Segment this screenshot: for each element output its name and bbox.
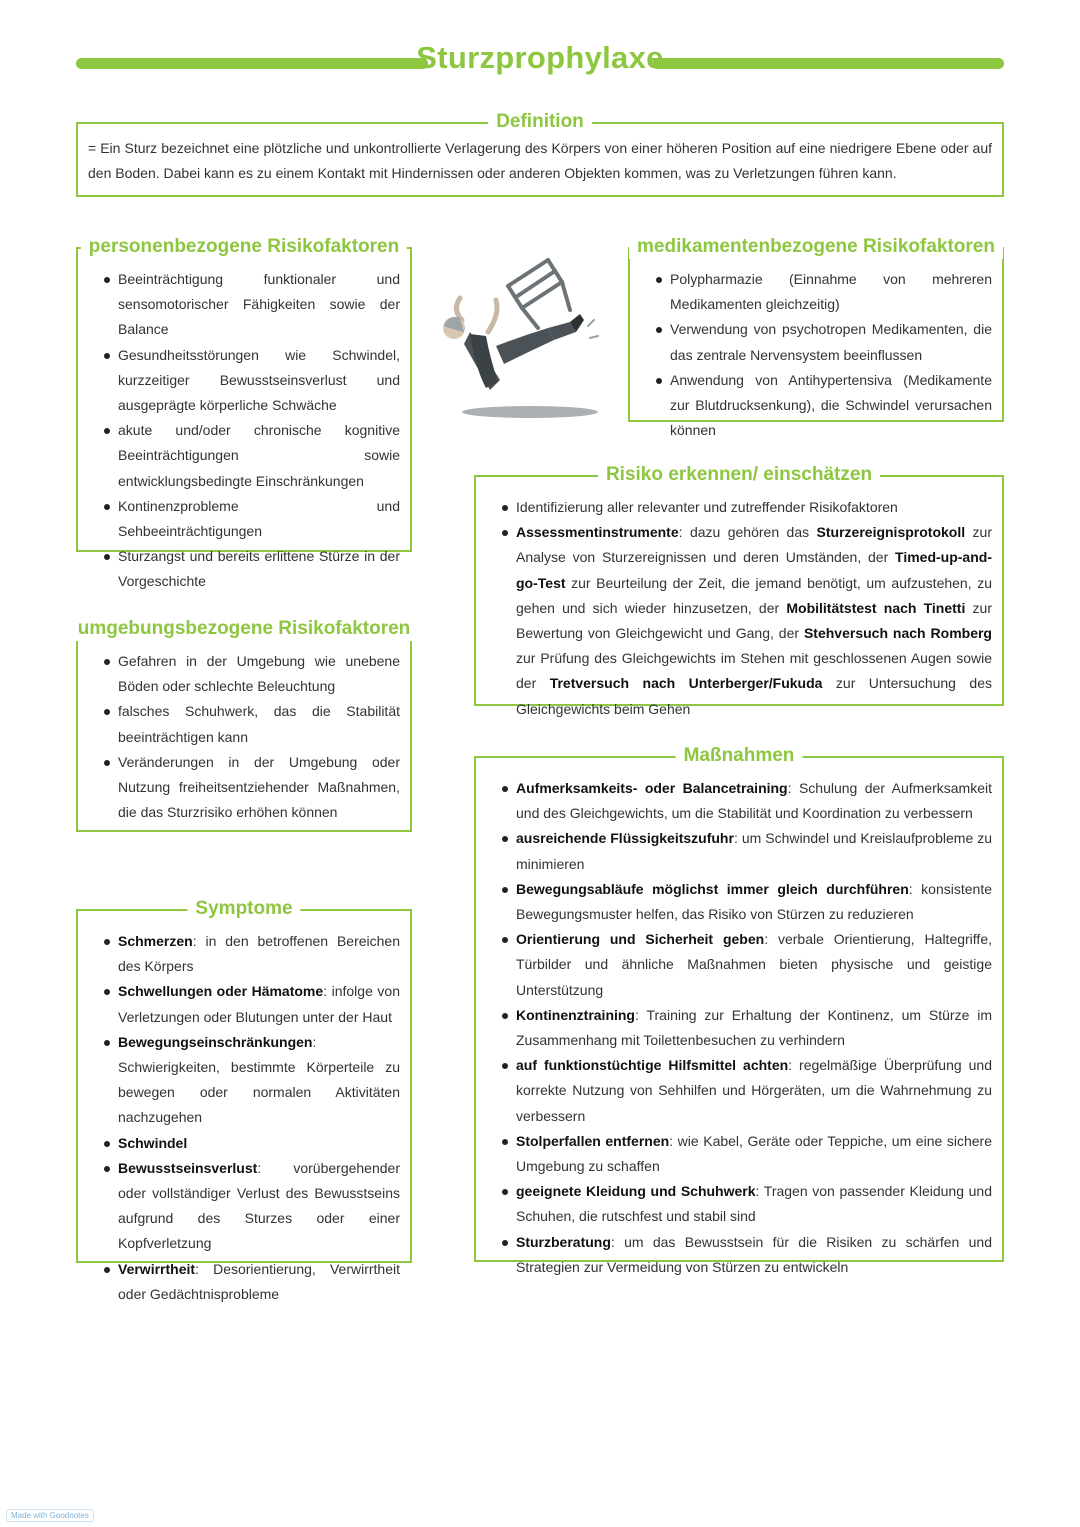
list-item: Kontinenzprobleme und Sehbeeinträchtigungen <box>90 494 400 544</box>
list-item: Polypharmazie (Einnahme von mehreren Medikamenten gleichzeitig) <box>642 267 992 317</box>
environment-risk-list <box>78 631 410 825</box>
term: Timed-up-and-go-Test <box>516 549 992 591</box>
term: Bewusstseinsverlust <box>118 1159 258 1176</box>
medication-risk-list <box>630 249 1002 443</box>
list-item: Aufmerksamkeits- oder Balancetraining: Schulung der Aufmerksamkeit und des Gleichgewichts, um die Stabilität und Koordination zu verbessern <box>488 776 992 826</box>
term: Schwindel <box>118 1134 188 1151</box>
definition-text: = Ein Sturz bezeichnet eine plötzliche und unkontrollierte Verlagerung des Körpers von einer höheren Position auf eine niedrigere Ebene oder auf den Boden. Dabei kann es zu einem Kontakt mit Hindernissen oder anderen Objekten kommen, was zu Verletzungen führen kann. <box>88 140 992 181</box>
list-item: Verwirrtheit: Desorientierung, Verwirrtheit oder Gedächtnisprobleme <box>90 1257 400 1307</box>
floor-shadow <box>462 406 598 418</box>
list-item: ausreichende Flüssigkeitszufuhr: um Schwindel und Kreislaufprobleme zu minimieren <box>488 826 992 876</box>
list-item: Assessmentinstrumente: dazu gehören das Sturzereignisprotokoll zur Analyse von Sturzereignissen und deren Umständen, der Timed-up-and-go-Test zur Beurteilung der Zeit, die jemand benötigt, um aufzustehen, zu gehen und sich wieder hinzusetzen, der Mobilitätstest nach Tinetti zur Bewertung von Gleichgewicht und Gang, der Stehversuch nach Romberg zur Prüfung des Gleichgewichts im Stehen mit geschlossenen Augen sowie der Tretversuch nach Unterberger/Fukuda zur Untersuchung des Gleichgewichts beim Gehen <box>488 520 992 722</box>
person-icon <box>443 298 584 390</box>
risk-assessment-box <box>474 464 1004 717</box>
list-item: Gesundheitsstörungen wie Schwindel, kurzzeitiger Bewusstseinsverlust und ausgeprägte körperliche Schwäche <box>90 343 400 419</box>
list-item: Bewegungseinschränkungen: Schwierigkeiten, bestimmte Körperteile zu bewegen oder normalen Aktivitäten nachzugehen <box>90 1030 400 1131</box>
list-item: Schwellungen oder Hämatome: infolge von Verletzungen oder Blutungen unter der Haut <box>90 979 400 1029</box>
measures-box <box>474 745 1004 1275</box>
term: Schwellungen oder Hämatome <box>118 983 324 1000</box>
list-item: Veränderungen in der Umgebung oder Nutzung freiheitsentziehender Maßnahmen, die das Sturzrisiko erhöhen können <box>90 750 400 826</box>
list-item: falsches Schuhwerk, das die Stabilität beeinträchtigen kann <box>90 699 400 749</box>
list-item: geeignete Kleidung und Schuhwerk: Tragen von passender Kleidung und Schuhen, die rutschfest und stabil sind <box>488 1179 992 1229</box>
goodnotes-watermark: Made with Goodnotes <box>6 1509 94 1522</box>
environment-risk-box <box>76 618 412 832</box>
chair-icon <box>508 260 570 328</box>
risk-assessment-list <box>476 477 1002 722</box>
measures-list <box>476 758 1002 1280</box>
medication-risk-heading: medikamentenbezogene Risikofaktoren <box>629 235 1003 259</box>
list-item: Schmerzen: in den betroffenen Bereichen des Körpers <box>90 929 400 979</box>
term: Tretversuch nach Unterberger/Fukuda <box>549 675 823 692</box>
symptoms-list <box>78 911 410 1307</box>
term: Sturzberatung <box>516 1233 611 1250</box>
list-item: Stolperfallen entfernen: wie Kabel, Geräte oder Teppiche, um eine sichere Umgebung zu schaffen <box>488 1129 992 1179</box>
list-item: Gefahren in der Umgebung wie unebene Böden oder schlechte Beleuchtung <box>90 649 400 699</box>
list-item: Kontinenztraining: Training zur Erhaltung der Kontinenz, um Stürze im Zusammenhang mit Toilettenbesuchen zu verhindern <box>488 1003 992 1053</box>
list-item: Sturzangst und bereits erlittene Stürze in der Vorgeschichte <box>90 544 400 594</box>
term: Verwirrtheit <box>118 1260 196 1277</box>
term: Kontinenztraining <box>516 1006 635 1023</box>
term: Sturzereignisprotokoll <box>816 524 966 541</box>
measures-heading: Maßnahmen <box>676 744 803 768</box>
definition-heading: Definition <box>488 110 592 134</box>
list-item: auf funktionstüchtige Hilfsmittel achten: regelmäßige Überprüfung und korrekte Nutzung von Sehhilfen und Hörgeräten, um die Wahrnehmung zu verbessern <box>488 1053 992 1129</box>
term: Stehversuch nach Romberg <box>803 625 992 642</box>
list-item: Sturzberatung: um das Bewusstsein für die Risiken zu schärfen und Strategien zur Vermeidung von Stürzen zu entwickeln <box>488 1230 992 1280</box>
personal-risk-heading: personenbezogene Risikofaktoren <box>81 235 407 259</box>
term: Stolperfallen entfernen <box>516 1132 670 1149</box>
term: Aufmerksamkeits- oder Balancetraining <box>516 780 788 796</box>
list-item: Beeinträchtigung funktionaler und sensomotorischer Fähigkeiten sowie der Balance <box>90 267 400 343</box>
list-item: Identifizierung aller relevanter und zutreffender Risikofaktoren <box>488 495 992 520</box>
term: Bewegungsabläufe möglichst immer gleich durchführen <box>516 880 909 897</box>
list-item: Orientierung und Sicherheit geben: verbale Orientierung, Haltegriffe, Türbilder und ähnliche Maßnahmen bieten physische und geistige Unterstützung <box>488 927 992 1003</box>
page-title: Sturzprophylaxe <box>416 40 664 75</box>
environment-risk-heading: umgebungsbezogene Risikofaktoren <box>70 617 419 641</box>
list-item: Anwendung von Antihypertensiva (Medikamente zur Blutdrucksenkung), die Schwindel verursachen können <box>642 368 992 444</box>
term: Orientierung und Sicherheit geben <box>516 931 765 948</box>
personal-risk-list <box>78 249 410 595</box>
definition-box <box>76 111 1004 197</box>
list-item: akute und/oder chronische kognitive Beeinträchtigungen sowie entwicklungsbedingte Einschränkungen <box>90 418 400 494</box>
risk-assessment-heading: Risiko erkennen/ einschätzen <box>598 463 880 487</box>
term: Bewegungseinschränkungen <box>118 1033 313 1050</box>
symptoms-heading: Symptome <box>187 897 300 921</box>
list-item: Bewusstseinsverlust: vorübergehender oder vollständiger Verlust des Bewusstseins aufgrund des Sturzes oder einer Kopfverletzung <box>90 1156 400 1257</box>
term: Mobilitätstest nach Tinetti <box>786 599 966 616</box>
list-item: Verwendung von psychotropen Medikamenten, die das zentrale Nervensystem beeinflussen <box>642 317 992 367</box>
falling-person-illustration <box>430 240 625 425</box>
term: Assessmentinstrumente <box>516 524 679 541</box>
symptoms-box <box>76 898 412 1302</box>
list-item: Bewegungsabläufe möglichst immer gleich durchführen: konsistente Bewegungsmuster helfen, das Risiko von Stürzen zu reduzieren <box>488 877 992 927</box>
personal-risk-box <box>76 236 412 590</box>
term: Schmerzen <box>118 933 193 949</box>
term: geeignete Kleidung und Schuhwerk <box>516 1183 756 1200</box>
term: ausreichende Flüssigkeitszufuhr <box>516 830 734 847</box>
list-item <box>90 1131 400 1156</box>
term: auf funktionstüchtige Hilfsmittel achten <box>516 1057 789 1074</box>
medication-risk-box <box>628 236 1004 439</box>
motion-lines-icon <box>588 320 598 338</box>
